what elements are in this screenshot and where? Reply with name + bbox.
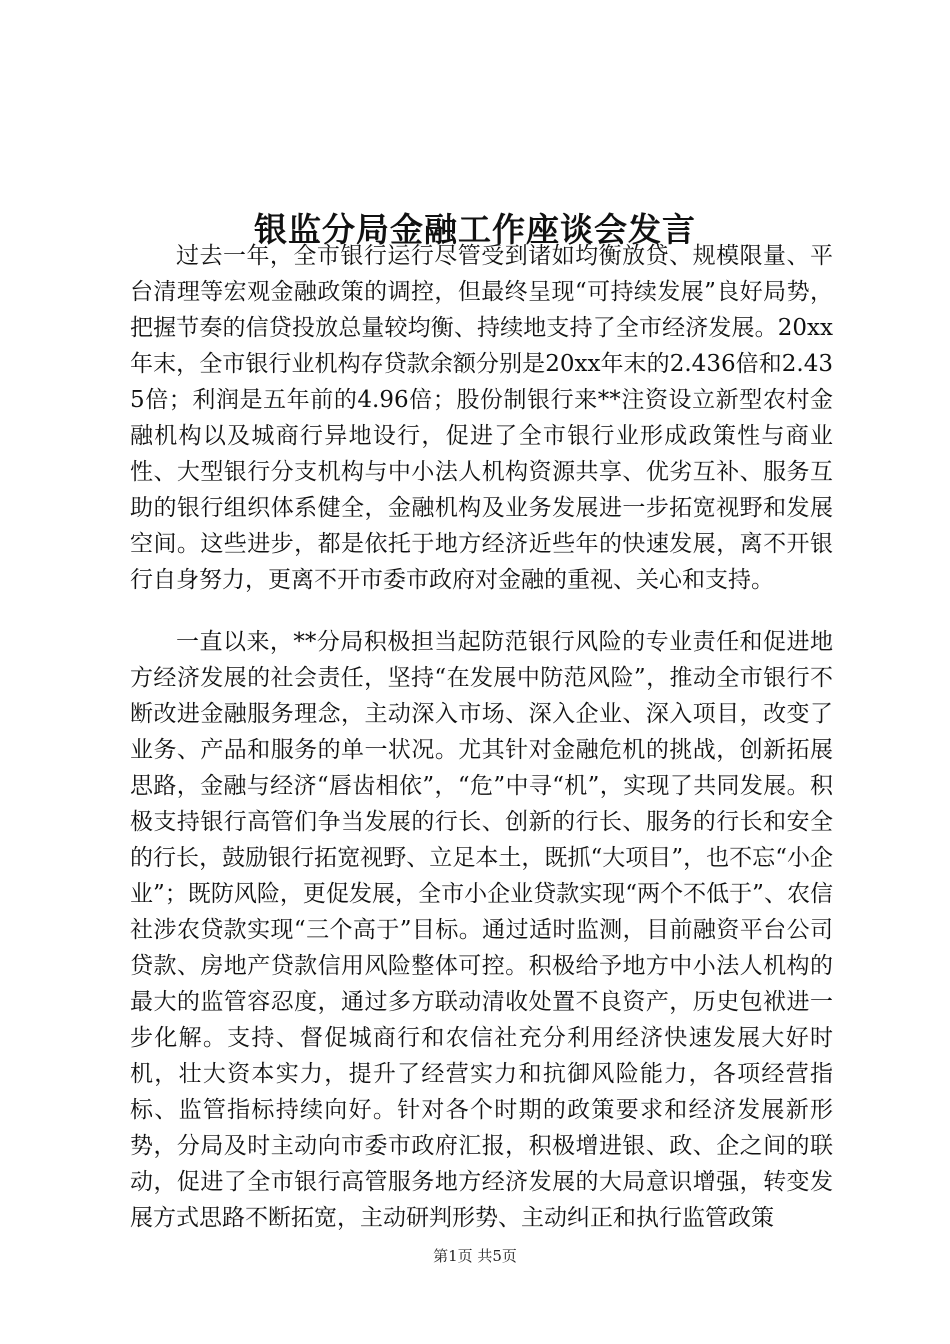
paragraph-2: 一直以来，**分局积极担当起防范银行风险的专业责任和促进地方经济发展的社会责任，坚持“在发展中防范风险”，推动全市银行不断改进金融服务理念，主动深入市场、深入企业、深入项目，改变了业务、产品和服务的单一状况。尤其针对金融危机的挑战，创新拓展思路，金融与经济“唇齿相依”，“危”中寻“机”，实现了共同发展。积极支持银行高管们争当发展的行长、创新的行长、服务的行长和安全的行长，鼓励银行拓宽视野、立足本土，既抓“大项目”，也不忘“小企业”；既防风险，更促发展，全市小企业贷款实现“两个不低于”、农信社涉农贷款实现“三个高于”目标。通过适时监测，目前融资平台公司贷款、房地产贷款信用风险整体可控。积极给予地方中小法人机构的最大的监管容忍度，通过多方联动清收处置不良资产，历史包袱进一步化解。支持、督促城商行和农信社充分利用经济快速发展大好时机，壮大资本实力，提升了经营实力和抗御风险能力，各项经营指标、监管指标持续向好。针对各个时期的政策要求和经济发展新形势，分局及时主动向市委市政府汇报，积极增进银、政、企之间的联动，促进了全市银行高管服务地方经济发展的大局意识增强，转变发展方式思路不断拓宽，主动研判形势、主动纠正和执行监管政策	[130, 629, 833, 1231]
paragraph-1: 过去一年，全市银行运行尽管受到诸如均衡放贷、规模限量、平台清理等宏观金融政策的调控，但最终呈现“可持续发展”良好局势，把握节奏的信贷投放总量较均衡、持续地支持了全市经济发展。20xx年末，全市银行业机构存贷款余额分别是20xx年末的2.436倍和2.435倍；利润是五年前的4.96倍；股份制银行来**注资设立新型农村金融机构以及城商行异地设行，促进了全市银行业形成政策性与商业性、大型银行分支机构与中小法人机构资源共享、优劣互补、服务互助的银行组织体系健全，金融机构及业务发展进一步拓宽视野和发展空间。这些进步，都是依托于地方经济近些年的快速发展，离不开银行自身努力，更离不开市委市政府对金融的重视、关心和支持。	[130, 243, 833, 593]
document-body	[130, 238, 833, 1236]
document-title: 银监分局金融工作座谈会发言	[254, 210, 696, 250]
page-number: 第1页 共5页	[433, 1247, 517, 1265]
